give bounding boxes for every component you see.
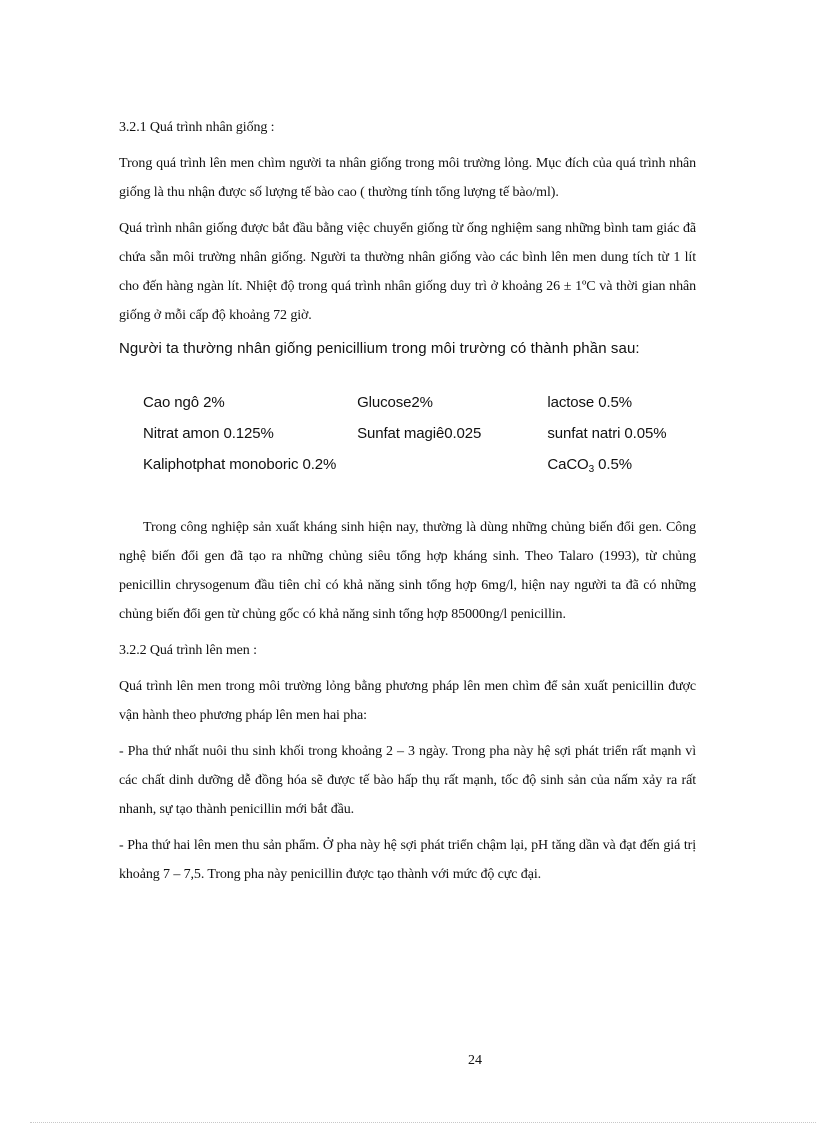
paragraph-fermentation-method: Quá trình lên men trong môi trường lỏng bằng phương pháp lên men chìm để sản xuất penicillin được vận hành theo phương pháp lên men hai pha: <box>119 679 696 723</box>
caco3-subscript: 3 <box>588 464 595 475</box>
paragraph-industry: Trong công nghiệp sản xuất kháng sinh hiện nay, thường là dùng những chủng biến đổi gen. Công nghệ biến đổi gen đã tạo ra những chủng siêu tổng hợp kháng sinh. Theo Talaro (1993), từ chủng penicillin chrysogenum đầu tiên chỉ có khả năng sinh tổng hợp 6mg/l, hiện nay người ta đã có những chủng biến đổi gen từ chủng gốc có khả năng sinh tổng hợp 85000ng/l penicillin. <box>119 520 696 622</box>
composition-row <box>143 418 696 449</box>
document-body <box>119 113 696 896</box>
composition-cell: lactose 0.5% <box>547 394 633 411</box>
composition-cell: Sunfat magiê0.025 <box>357 425 482 442</box>
paragraph-seeding-process: Quá trình nhân giống được bắt đầu bằng việc chuyển giống từ ống nghiệm sang những bình tam giác đã chứa sẵn môi trường nhân giống. Người ta thường nhân giống vào các bình lên men dung tích từ 1 lít cho đến hàng ngàn lít. Nhiệt độ trong quá trình nhân giống duy trì ở khoảng 26 ± 1ºC và thời gian nhân giống ở mỗi cấp độ khoảng 72 giờ. <box>119 221 696 323</box>
composition-cell: Kaliphotphat monoboric 0.2% <box>143 456 337 473</box>
composition-cell: Glucose2% <box>357 394 433 411</box>
paragraph-purpose: Trong quá trình lên men chìm người ta nhân giống trong môi trường lỏng. Mục đích của quá trình nhân giống là thu nhận được số lượng tế bào cao ( thường tính tổng lượng tế bào/ml). <box>119 156 696 200</box>
composition-cell: Nitrat amon 0.125% <box>143 425 274 442</box>
section-heading-3-2-2: 3.2.2 Quá trình lên men : <box>119 643 257 658</box>
caco3-formula: CaCO <box>547 456 589 473</box>
composition-cell: Cao ngô 2% <box>143 394 225 411</box>
paragraph-medium-intro: Người ta thường nhân giống penicillium trong môi trường có thành phần sau: <box>119 340 640 357</box>
composition-cell: sunfat natri 0.05% <box>547 425 667 442</box>
caco3-amount: 0.5% <box>594 456 632 473</box>
composition-table <box>143 387 696 480</box>
page-number: 24 <box>468 1053 482 1068</box>
composition-row <box>143 387 696 418</box>
composition-row <box>143 449 696 480</box>
composition-cell-caco3 <box>547 450 696 479</box>
section-heading-3-2-1: 3.2.1 Quá trình nhân giống : <box>119 120 275 135</box>
paragraph-phase-two: - Pha thứ hai lên men thu sản phẩm. Ở pha này hệ sợi phát triển chậm lại, pH tăng dần và đạt đến giá trị khoảng 7 – 7,5. Trong pha này penicillin được tạo thành với mức độ cực đại. <box>119 838 696 882</box>
paragraph-phase-one: - Pha thứ nhất nuôi thu sinh khối trong khoảng 2 – 3 ngày. Trong pha này hệ sợi phát triển rất mạnh vì các chất dinh dưỡng dễ đồng hóa sẽ được tế bào hấp thụ rất mạnh, tốc độ sinh sản của nấm xảy ra rất nhanh, sự tạo thành penicillin mới bắt đầu. <box>119 744 696 817</box>
